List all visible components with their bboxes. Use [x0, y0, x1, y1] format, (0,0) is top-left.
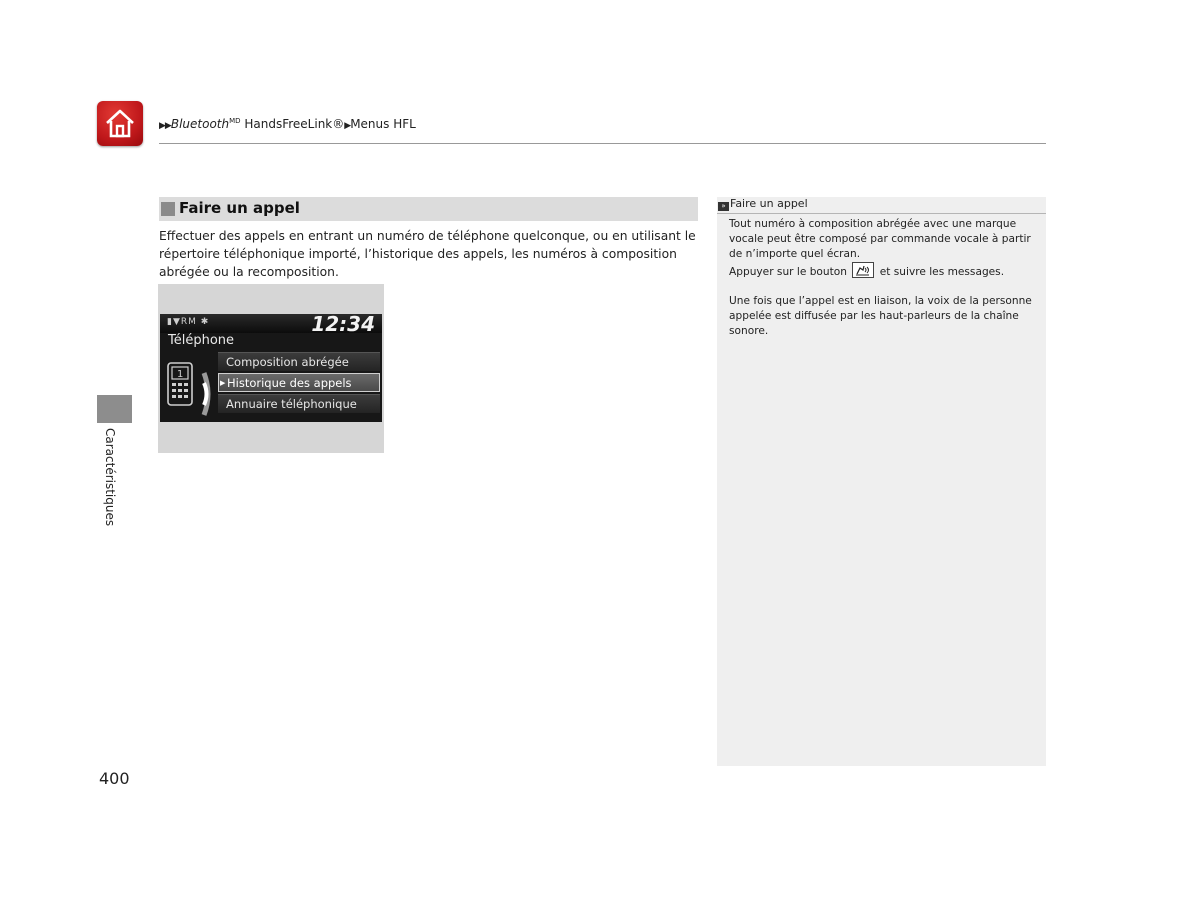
section-title: Faire un appel — [179, 199, 300, 217]
clock: 12:34 — [311, 312, 375, 336]
breadcrumb-handsfreelink[interactable]: HandsFreeLink® — [240, 117, 345, 131]
breadcrumb-sup: MD — [229, 117, 241, 125]
note-text-after-button: et suivre les messages. — [879, 266, 1005, 278]
talk-button-icon — [852, 262, 874, 278]
page-number: 400 — [99, 769, 130, 788]
breadcrumb-bluetooth[interactable]: Bluetooth — [170, 117, 230, 131]
home-button[interactable] — [97, 101, 143, 146]
note-paragraph-2 — [729, 262, 1039, 280]
mobile-phone-icon — [166, 361, 194, 407]
menu-item-call-history[interactable] — [218, 373, 380, 392]
note-heading — [717, 197, 1046, 214]
chapter-tab[interactable] — [97, 395, 132, 423]
menu-item-speed-dial[interactable] — [218, 352, 380, 371]
svg-text:1: 1 — [177, 369, 184, 380]
menu-item-label: Historique des appels — [227, 376, 352, 390]
menu-item-phonebook[interactable] — [218, 394, 380, 413]
note-body — [729, 217, 1039, 339]
menu-item-label: Annuaire téléphonique — [226, 397, 357, 411]
note-heading-text: Faire un appel — [730, 197, 808, 210]
section-square-icon — [161, 202, 175, 216]
note-marker-icon: » — [718, 202, 729, 211]
selection-caret-icon: ▶ — [220, 379, 226, 387]
signal-bluetooth-icons: ▮▼RM ✱ — [167, 317, 210, 327]
breadcrumb-arrow-icon: ▶▶ — [159, 121, 171, 131]
status-bar — [160, 312, 382, 336]
note-text-before-button: Appuyer sur le bouton — [729, 266, 847, 278]
screen-title: Téléphone — [168, 333, 235, 348]
note-paragraph-3: Une fois que l’appel est en liaison, la voix de la personne appelée est diffusée par les haut-parleurs de la chaîne sonore. — [729, 295, 1032, 337]
breadcrumb — [159, 117, 416, 131]
breadcrumb-arrow-icon: ▶ — [344, 121, 351, 131]
note-paragraph-1: Tout numéro à composition abrégée avec une marque vocale peut être composé par commande vocale à partir de n’importe quel écran. — [729, 218, 1031, 260]
breadcrumb-current: Menus HFL — [350, 117, 416, 131]
header-divider — [159, 143, 1046, 144]
section-paragraph: Effectuer des appels en entrant un numéro de téléphone quelconque, ou en utilisant le répertoire téléphonique importé, l’historique des appels, les numéros à composition abrégée ou la recomposition. — [159, 229, 696, 279]
section-heading-bar — [159, 197, 698, 221]
display-screen — [160, 314, 382, 422]
display-screenshot — [158, 284, 384, 453]
menu-item-label: Composition abrégée — [226, 355, 349, 369]
scroll-arc-icon — [198, 371, 214, 417]
note-panel — [717, 197, 1046, 766]
home-icon — [104, 107, 136, 139]
chapter-label: Caractéristiques — [103, 428, 117, 527]
